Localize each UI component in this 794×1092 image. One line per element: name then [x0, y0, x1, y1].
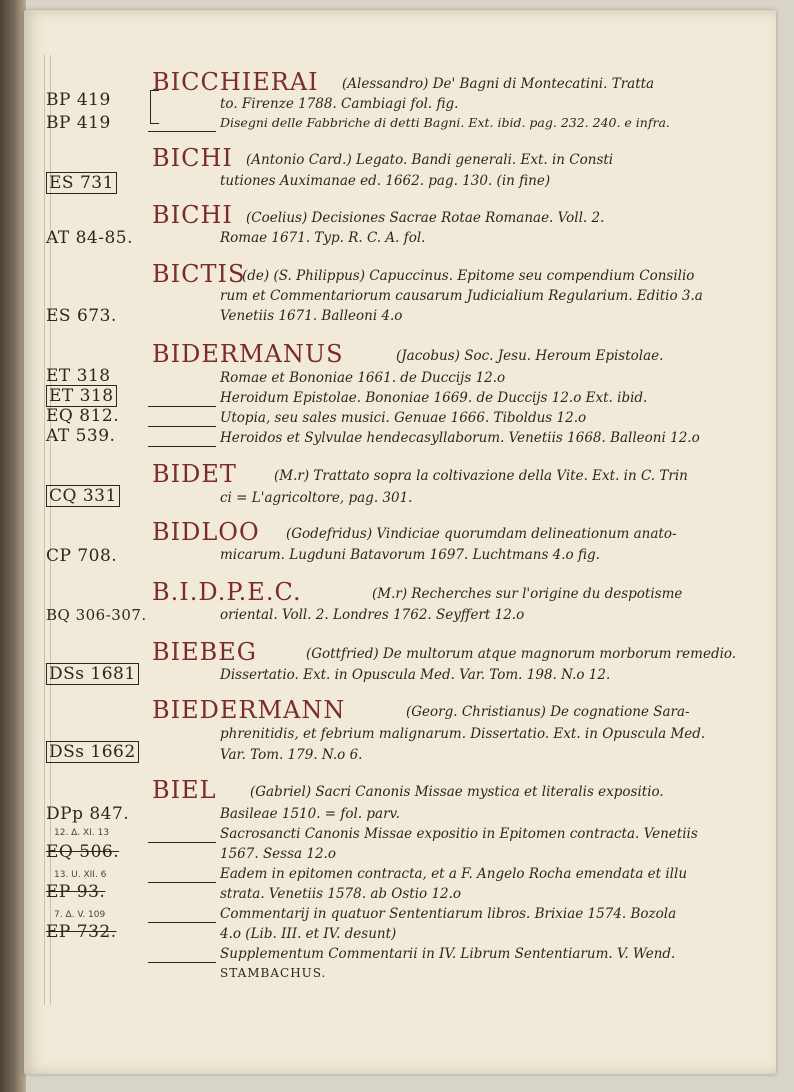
entry-line: (de) (S. Philippus) Capuccinus. Epitome seu compendium Consilio: [242, 268, 695, 284]
entry-heading: BICCHIERAI: [152, 68, 319, 96]
shelfmark-text: DSs 1681: [46, 663, 139, 685]
shelfmark-text: DPp 847.: [46, 804, 130, 824]
entry-line: tutiones Auximanae ed. 1662. pag. 130. (in fine): [220, 173, 551, 189]
entry-line: Dissertatio. Ext. in Opuscula Med. Var. Tom. 198. N.o 12.: [220, 667, 611, 683]
shelfmark: [46, 546, 158, 566]
entry-line: Heroidos et Sylvulae hendecasyllaborum. Venetiis 1668. Balleoni 12.o: [220, 430, 700, 446]
entry-line: (Coelius) Decisiones Sacrae Rotae Romanae. Voll. 2.: [246, 210, 605, 226]
entry-line: Disegni delle Fabbriche di detti Bagni. Ext. ibid. pag. 232. 240. e infra.: [220, 115, 670, 130]
shelfmark-text: BP 419: [46, 113, 111, 133]
ditto-rule: [148, 131, 216, 132]
shelfmark-text: ET 318: [46, 385, 117, 407]
shelfmark-note: 7. Δ. V. 109: [54, 910, 106, 920]
entry-line: (Gottfried) De multorum atque magnorum morborum remedio.: [306, 646, 737, 662]
shelfmark-text: ES 673.: [46, 306, 117, 326]
entry-line: Utopia, seu sales musici. Genuae 1666. Tiboldus 12.o: [220, 410, 587, 426]
shelfmark: [46, 664, 158, 684]
entry-line: Venetiis 1671. Balleoni 4.o: [220, 308, 403, 324]
entry-heading: BIDLOO: [152, 518, 260, 546]
entry-line: (Jacobus) Soc. Jesu. Heroum Epistolae.: [396, 348, 664, 364]
ditto-rule: [148, 842, 216, 843]
entry-line: (Georg. Christianus) De cognatione Sara-: [406, 704, 690, 720]
shelfmark: [46, 742, 158, 762]
shelfmark-struck: [46, 882, 158, 902]
entry-line: (M.r) Trattato sopra la coltivazione della Vite. Ext. in C. Trin: [274, 468, 688, 484]
ditto-rule: [148, 882, 216, 883]
shelfmark-struck: [46, 842, 158, 862]
book-binding: [0, 0, 26, 1092]
entry-heading: BIEDERMANN: [152, 696, 346, 724]
shelfmark-text: AT 84-85.: [46, 228, 134, 248]
manuscript-page: [24, 10, 776, 1074]
entry-heading: BIEL: [152, 776, 217, 804]
entry-line: strata. Venetiis 1578. ab Ostio 12.o: [220, 886, 462, 902]
entry-heading: BICHI: [152, 144, 233, 172]
entry-line: (Antonio Card.) Legato. Bandi generali. Ext. in Consti: [246, 152, 614, 168]
entry-line: 1567. Sessa 12.o: [220, 846, 336, 862]
shelfmark-text: EQ 506.: [46, 842, 120, 862]
shelfmark-text: ET 318: [46, 366, 111, 386]
shelfmark-text: EP 732.: [46, 922, 117, 942]
entry-heading: BIDET: [152, 460, 237, 488]
entry-line: ci = L'agricoltore, pag. 301.: [220, 490, 413, 506]
entry-line: (Godefridus) Vindiciae quorumdam delineationum anato-: [286, 526, 677, 542]
shelfmark-struck: [46, 922, 158, 942]
ditto-rule: [148, 962, 216, 963]
entry-line: STAMBACHUS.: [220, 966, 327, 980]
entry-line: 4.o (Lib. III. et IV. desunt): [220, 926, 397, 942]
shelfmark: [46, 606, 158, 624]
shelfmark: [46, 90, 158, 110]
entry-line: Eadem in epitomen contracta, et a F. Angelo Rocha emendata et illu: [220, 866, 688, 882]
margin-rule: [50, 55, 51, 1005]
entry-line: Basileae 1510. = fol. parv.: [220, 806, 400, 822]
entry-line: rum et Commentariorum causarum Judicialium Regularium. Editio 3.a: [220, 288, 703, 304]
shelfmark-text: AT 539.: [46, 426, 116, 446]
shelfmark-text: BQ 306-307.: [46, 606, 147, 624]
shelfmark: [46, 366, 158, 386]
entry-line: oriental. Voll. 2. Londres 1762. Seyffert 12.o: [220, 607, 525, 623]
entry-line: (M.r) Recherches sur l'origine du despotisme: [372, 586, 683, 602]
entry-line: phrenitidis, et febrium malignarum. Dissertatio. Ext. in Opuscula Med.: [220, 726, 706, 742]
entry-heading: BICHI: [152, 201, 233, 229]
shelfmark-text: EP 93.: [46, 882, 106, 902]
shelfmark: [46, 228, 158, 248]
entry-heading: BIDERMANUS: [152, 340, 344, 368]
entry-line: Sacrosancti Canonis Missae expositio in Epitomen contracta. Venetiis: [220, 826, 698, 842]
shelfmark-text: EQ 812.: [46, 406, 120, 426]
entry-line: (Alessandro) De' Bagni di Montecatini. Tratta: [342, 76, 655, 92]
ditto-rule: [148, 922, 216, 923]
entry-heading: B.I.D.P.E.C.: [152, 578, 302, 606]
shelfmark: [46, 173, 158, 193]
shelfmark-text: CQ 331: [46, 485, 120, 507]
ditto-rule: [148, 426, 216, 427]
shelfmark-text: ES 731: [46, 172, 117, 194]
shelfmark-note: 12. Δ. XI. 13: [54, 828, 110, 838]
shelfmark: [46, 486, 158, 506]
shelfmark: [46, 406, 158, 426]
entry-line: Var. Tom. 179. N.o 6.: [220, 747, 363, 763]
entry-line: (Gabriel) Sacri Canonis Missae mystica et literalis expositio.: [250, 784, 664, 800]
shelfmark-text: CP 708.: [46, 546, 118, 566]
ditto-rule: [148, 406, 216, 407]
shelfmark: [46, 426, 158, 446]
shelfmark: [46, 386, 158, 406]
entry-line: Commentarij in quatuor Sententiarum libros. Brixiae 1574. Bozola: [220, 906, 677, 922]
entry-line: to. Firenze 1788. Cambiagi fol. fig.: [220, 96, 459, 112]
entry-heading: BIEBEG: [152, 638, 257, 666]
entry-line: Supplementum Commentarii in IV. Librum Sententiarum. V. Wend.: [220, 946, 676, 962]
entry-line: Romae et Bononiae 1661. de Duccijs 12.o: [220, 370, 506, 386]
shelfmark: [46, 113, 158, 133]
ditto-rule: [148, 446, 216, 447]
entry-line: micarum. Lugduni Batavorum 1697. Luchtmans 4.o fig.: [220, 547, 600, 563]
shelfmark: [46, 306, 158, 326]
shelfmark-note: 13. U. XII. 6: [54, 870, 107, 880]
entry-heading: BICTIS: [152, 260, 246, 288]
entry-line: Romae 1671. Typ. R. C. A. fol.: [220, 230, 426, 246]
margin-rule: [44, 55, 45, 1005]
shelfmark: [46, 804, 158, 824]
shelfmark-text: DSs 1662: [46, 741, 139, 763]
entry-line: Heroidum Epistolae. Bononiae 1669. de Duccijs 12.o Ext. ibid.: [220, 390, 648, 406]
shelfmark-text: BP 419: [46, 90, 111, 110]
